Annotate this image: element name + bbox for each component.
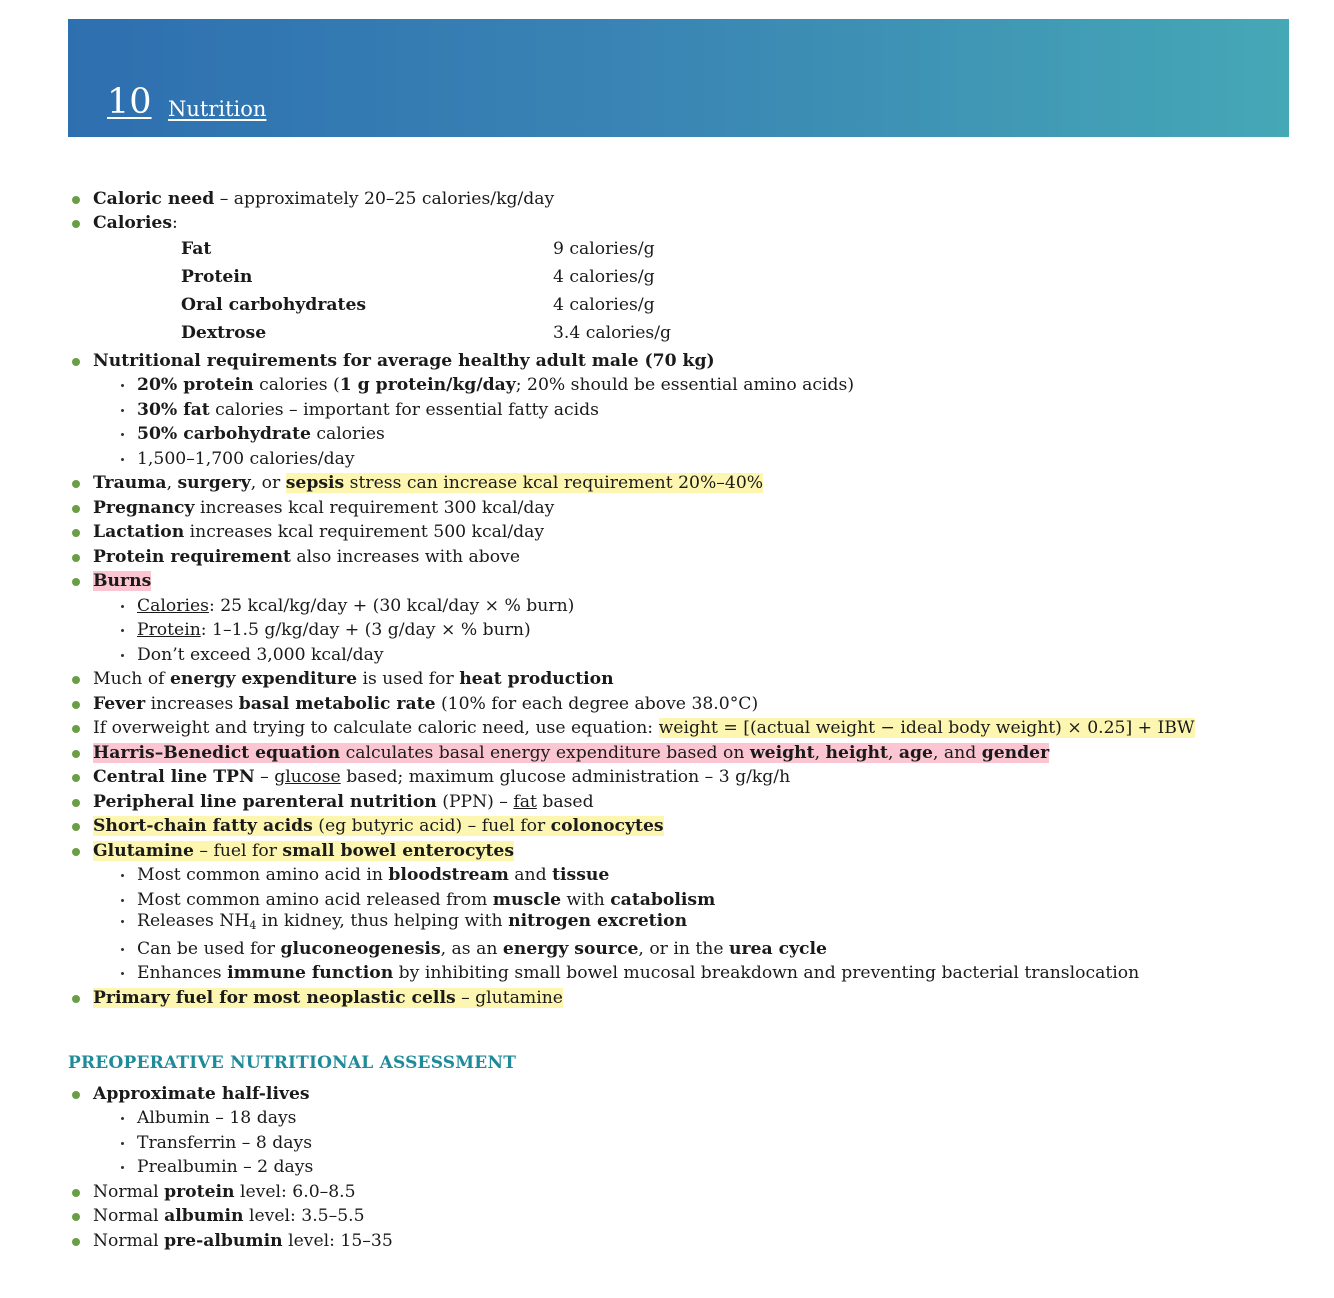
sub-bullet-icon [121, 433, 124, 436]
highlight-pink: Harris–Benedict equation calculates basal energy expenditure based on weight, height, age, and gender [93, 743, 1050, 763]
sub-bullet-icon [121, 458, 124, 461]
bullet-burns [93, 570, 151, 592]
bullet-icon [72, 196, 80, 204]
bullet-icon [72, 578, 80, 586]
chapter-number[interactable]: 10 [107, 82, 152, 122]
sub-bullet-prealbumin: Prealbumin – 2 days [137, 1156, 313, 1178]
chapter-banner [68, 19, 1289, 137]
highlight-pink: Burns [93, 571, 152, 591]
sub-bullet-transferrin: Transferrin – 8 days [137, 1132, 312, 1154]
sub-bullet-icon [121, 948, 124, 951]
sub-bullet-glutamine-2: Most common amino acid released from muscle with catabolism [137, 889, 715, 911]
highlight-yellow: Short-chain fatty acids (eg butyric acid) – fuel for colonocytes [93, 816, 664, 836]
section-heading-preoperative: PREOPERATIVE NUTRITIONAL ASSESSMENT [68, 1053, 517, 1073]
bullet-icon [72, 848, 80, 856]
sub-bullet-icon [121, 972, 124, 975]
sub-bullet-calories-day: 1,500–1,700 calories/day [137, 448, 355, 470]
sub-bullet-icon [121, 920, 124, 923]
calorie-value: 4 calories/g [553, 267, 655, 287]
bullet-glutamine [93, 840, 514, 862]
calorie-value: 4 calories/g [553, 295, 655, 315]
sub-bullet-glutamine-5: Enhances immune function by inhibiting small bowel mucosal breakdown and preventing bacterial translocation [137, 962, 1139, 984]
sub-bullet-burns-protein: Protein: 1–1.5 g/kg/day + (3 g/day × % burn) [137, 619, 531, 641]
bullet-icon [72, 1189, 80, 1197]
sub-bullet-fat: 30% fat calories – important for essential fatty acids [137, 399, 599, 421]
sub-bullet-protein: 20% protein calories (1 g protein/kg/day; 20% should be essential amino acids) [137, 374, 854, 396]
highlight-yellow: sepsis stress can increase kcal requirement 20%–40% [285, 473, 764, 493]
bullet-primary-fuel [93, 987, 563, 1009]
bullet-icon [72, 701, 80, 709]
highlight-yellow: weight = [(actual weight − ideal body weight) × 0.25] + IBW [658, 718, 1195, 738]
bullet-half-lives: Approximate half-lives [93, 1083, 310, 1105]
bullet-lactation: Lactation increases kcal requirement 500 kcal/day [93, 521, 544, 543]
bullet-icon [72, 995, 80, 1003]
calorie-name: Protein [181, 267, 253, 287]
bullet-normal-protein: Normal protein level: 6.0–8.5 [93, 1181, 356, 1203]
sub-bullet-icon [121, 1117, 124, 1120]
bullet-icon [72, 554, 80, 562]
sub-bullet-burns-calories: Calories: 25 kcal/kg/day + (30 kcal/day × % burn) [137, 595, 574, 617]
sub-bullet-icon [121, 409, 124, 412]
bullet-fever: Fever increases basal metabolic rate (10% for each degree above 38.0°C) [93, 693, 758, 715]
calorie-name: Dextrose [181, 323, 267, 343]
bullet-icon [72, 529, 80, 537]
bullet-central-tpn: Central line TPN – glucose based; maximum glucose administration – 3 g/kg/h [93, 766, 790, 788]
sub-bullet-icon [121, 654, 124, 657]
sub-bullet-burns-max: Don’t exceed 3,000 kcal/day [137, 644, 384, 666]
bullet-icon [72, 750, 80, 758]
bullet-pregnancy: Pregnancy increases kcal requirement 300 kcal/day [93, 497, 554, 519]
bullet-protein-requirement: Protein requirement also increases with above [93, 546, 520, 568]
sub-bullet-albumin: Albumin – 18 days [137, 1107, 296, 1129]
sub-bullet-icon [121, 605, 124, 608]
bullet-icon [72, 1091, 80, 1099]
sub-bullet-carbohydrate: 50% carbohydrate calories [137, 423, 385, 445]
bullet-icon [72, 358, 80, 366]
sub-bullet-icon [121, 629, 124, 632]
bullet-icon [72, 505, 80, 513]
bullet-nutritional-requirements: Nutritional requirements for average healthy adult male (70 kg) [93, 350, 715, 372]
calorie-name: Oral carbohydrates [181, 295, 367, 315]
bullet-energy-expenditure: Much of energy expenditure is used for heat production [93, 668, 614, 690]
bullet-icon [72, 774, 80, 782]
bullet-icon [72, 1238, 80, 1246]
bullet-icon [72, 725, 80, 733]
sub-bullet-icon [121, 899, 124, 902]
bullet-normal-prealbumin: Normal pre-albumin level: 15–35 [93, 1230, 393, 1252]
sub-bullet-icon [121, 874, 124, 877]
bullet-icon [72, 823, 80, 831]
bullet-icon [72, 480, 80, 488]
highlight-yellow: Primary fuel for most neoplastic cells – glutamine [93, 988, 563, 1008]
highlight-yellow: Glutamine – fuel for small bowel enterocytes [93, 841, 515, 861]
sub-bullet-glutamine-1: Most common amino acid in bloodstream and tissue [137, 864, 609, 886]
bullet-short-chain-fatty-acids [93, 815, 664, 837]
bullet-icon [72, 799, 80, 807]
sub-bullet-icon [121, 1142, 124, 1145]
bullet-icon [72, 220, 80, 228]
sub-bullet-icon [121, 384, 124, 387]
sub-bullet-glutamine-3: Releases $NH_4$ in kidney, thus helping with nitrogen excretion [137, 910, 687, 932]
chapter-title-link[interactable]: Nutrition [168, 97, 267, 121]
bullet-trauma: Trauma, surgery, or sepsis stress can increase kcal requirement 20%–40% [93, 472, 763, 494]
bullet-normal-albumin: Normal albumin level: 3.5–5.5 [93, 1205, 365, 1227]
calorie-value: 3.4 calories/g [553, 323, 672, 343]
calorie-value: 9 calories/g [553, 239, 655, 259]
bullet-ppn: Peripheral line parenteral nutrition (PPN) – fat based [93, 791, 594, 813]
bullet-icon [72, 676, 80, 684]
calorie-name: Fat [181, 239, 212, 259]
bullet-calories: Calories: [93, 212, 178, 234]
bullet-caloric-need: Caloric need – approximately 20–25 calories/kg/day [93, 188, 554, 210]
sub-bullet-icon [121, 1166, 124, 1169]
bullet-icon [72, 1213, 80, 1221]
sub-bullet-glutamine-4: Can be used for gluconeogenesis, as an energy source, or in the urea cycle [137, 938, 827, 960]
bullet-harris-benedict [93, 742, 1049, 764]
bullet-overweight: If overweight and trying to calculate caloric need, use equation: weight = [(actual weight − ideal body weight) × 0.25] + IBW [93, 717, 1195, 739]
